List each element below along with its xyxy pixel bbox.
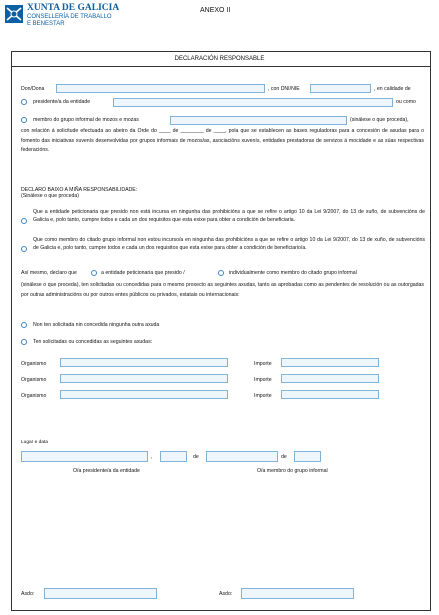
asi-intro: Así mesmo, declaro que xyxy=(21,270,77,276)
organismo-label: Organismo xyxy=(21,377,47,383)
decl-membro-radio[interactable] xyxy=(21,246,27,252)
asdo-left-input[interactable] xyxy=(44,588,157,599)
organismo-input[interactable] xyxy=(60,358,228,367)
non-radio[interactable] xyxy=(21,322,27,328)
day-input[interactable] xyxy=(160,451,187,462)
grupo-input[interactable] xyxy=(170,116,347,125)
asi-entidade-radio[interactable] xyxy=(91,270,97,276)
presidente-radio[interactable] xyxy=(21,99,27,105)
decl-membro-text: Que como membro do citado grupo informal non estou incurso/a en ningunha das prohibicións a que se refire o artigo 10 da Lei 9/2007, do 13 de xuño, de subvencións de Galicia e, polo tanto, cumpre todos e cada un dos requisitos que esta exixe para obter a condición de beneficiario/a. xyxy=(33,237,425,251)
organismo-label: Organismo xyxy=(21,393,47,399)
title-divider xyxy=(11,66,431,67)
year-input[interactable] xyxy=(294,451,321,462)
decl-entidade-text: Que a entidade peticionaria que presido non está incursa en ningunha das prohibicións a que se refire o artigo 10 da Lei 9/2007, do 13 de xuño, de subvencións de Galicia e, polo tanto, cumpre todos e cada un dos requisitos que esta exixe para obter a condición de beneficiaria. xyxy=(33,209,425,223)
name-input[interactable] xyxy=(56,84,265,93)
asi-paragraph: (sinálese o que proceda), ten solicitadas ou concedidas para o mesmo proxecto as seguintes axudas, tanto as aprobadas como as pendentes de resolución ou as outorgadas por outras administracións ou por outros entes públicos ou privados, estatais ou internacionais: xyxy=(21,282,424,298)
importe-label: Importe xyxy=(254,393,272,399)
asdo-right-label: Asdo: xyxy=(219,591,233,597)
asi-membro-label: individualmente como membro do citado grupo informal xyxy=(229,270,357,276)
sinalese-label: (sinálese o que proceda), xyxy=(350,117,409,123)
lugar-input[interactable] xyxy=(21,451,148,462)
ten-radio[interactable] xyxy=(21,339,27,345)
asi-entidade-label: a entidade peticionaria que presido / xyxy=(101,270,185,276)
asdo-left-label: Asdo: xyxy=(21,591,35,597)
dept-line-2: E BENESTAR xyxy=(27,21,65,27)
de-label-1: de xyxy=(193,454,199,460)
membro-radio[interactable] xyxy=(21,117,27,123)
importe-input[interactable] xyxy=(281,358,379,367)
membro-label: membro do grupo informal de mozos e mozas xyxy=(33,117,139,123)
dni-label: , con DNI/NIE xyxy=(268,86,300,92)
importe-label: Importe xyxy=(254,377,272,383)
dept-line-1: CONSELLERÍA DE TRABALLO xyxy=(27,14,112,20)
ou-como-label: ou como xyxy=(396,99,416,105)
lugar-label: Lugar e data xyxy=(21,440,48,445)
calidade-label: , en calidade de xyxy=(374,86,411,92)
month-input[interactable] xyxy=(206,451,278,462)
importe-input[interactable] xyxy=(281,374,379,383)
entidade-input[interactable] xyxy=(113,98,393,107)
non-label: Non ten solicitada nin concedida ningunha outra axuda xyxy=(33,322,160,328)
comma-separator: , xyxy=(151,454,153,460)
declaro-subheading: (Sinálese o que proceda) xyxy=(21,193,79,199)
organismo-input[interactable] xyxy=(60,390,228,399)
organismo-label: Organismo xyxy=(21,361,47,367)
importe-label: Importe xyxy=(254,361,272,367)
sig-right-label: O/a membro do grupo informal xyxy=(257,468,328,474)
declaro-heading: DECLARO BAIXO A MIÑA RESPONSABILIDADE: xyxy=(21,187,138,193)
xunta-logo-icon xyxy=(4,4,24,24)
importe-input[interactable] xyxy=(281,390,379,399)
sig-left-label: O/a presidente/a da entidade xyxy=(73,468,140,474)
asdo-right-input[interactable] xyxy=(241,588,354,599)
de-label-2: de xyxy=(281,454,287,460)
form-title: DECLARACIÓN RESPONSABLE xyxy=(174,56,265,62)
asi-membro-radio[interactable] xyxy=(218,270,224,276)
organismo-input[interactable] xyxy=(60,374,228,383)
dni-input[interactable] xyxy=(310,84,371,93)
decl-entidade-radio[interactable] xyxy=(21,218,27,224)
logo-name: XUNTA DE GALICIA xyxy=(27,3,120,13)
ten-label: Ten solicitadas ou concedidas as seguintes axudas: xyxy=(33,339,153,345)
intro-paragraph: con relación á solicitude efectuada ao abeiro da Orde do ____ de ________ de ____, pola que se establecen as bases reguladoras para a concesión de axudas para o fomento das iniciativas xuvenís desenvolvidas por grupos informais de mozos/as, asociacións xuvenís, entidades prestadoras de servizos á mocidade e as súas respectivas federacións. xyxy=(21,128,424,154)
annex-label: ANEXO II xyxy=(200,7,231,14)
don-label: Don/Dona xyxy=(21,86,45,92)
presidente-label: presidente/a da entidade xyxy=(33,99,91,105)
